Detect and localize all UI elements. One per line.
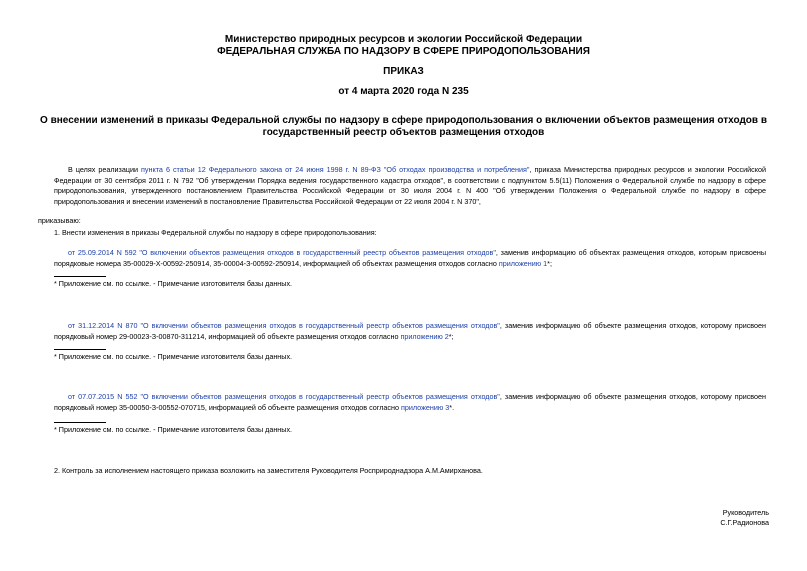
law-link[interactable]: пункта 6 статьи 12 Федерального закона от 24 июня 1998 г. N 89-ФЗ "Об отходах производства и потребления": [141, 165, 530, 174]
amendment-3: [54, 392, 766, 413]
ministry-name: Министерство природных ресурсов и экологии Российской Федерации: [224, 34, 583, 45]
appendix-3-link[interactable]: приложению 3: [400, 402, 450, 412]
footnote-3: * Приложение см. по ссылке. - Примечание изготовителя базы данных.: [54, 425, 293, 434]
appendix-1-link[interactable]: приложению 1: [498, 258, 548, 268]
amendment-3-text: , заменив информацию об объекте размещения отходов, которому присвоен порядковый номер 35-00050-З-00552-070715, информацией об объекте размещения отходов согласно: [54, 392, 767, 412]
preamble-text-4: ,: [478, 196, 481, 206]
amendment-1-text: , заменив информацию об объектах размещения отходов, которым присвоены порядковые номера 35-00029-Х-00592-250914, 35-00004-З-00592-250914, информацией об объектах размещения отходов согласно: [54, 248, 767, 268]
doc-date-number: от 4 марта 2020 года N 235: [338, 86, 469, 97]
item-1: 1. Внести изменения в приказы Федеральной службы по надзору в сфере природопользования:: [54, 228, 377, 237]
appendix-2-link[interactable]: приложению 2: [400, 331, 449, 341]
signature-position: Руководитель: [722, 508, 769, 517]
footnote-rule: [54, 422, 106, 423]
footnote-1: * Приложение см. по ссылке. - Примечание изготовителя базы данных.: [54, 279, 293, 288]
service-name: ФЕДЕРАЛЬНАЯ СЛУЖБА ПО НАДЗОРУ В СФЕРЕ ПРИРОДОПОЛЬЗОВАНИЯ: [217, 46, 590, 57]
item-2: 2. Контроль за исполнением настоящего приказа возложить на заместителя Руководителя Росприроднадзора А.М.Амирханова.: [54, 466, 483, 475]
footnote-2: * Приложение см. по ссылке. - Примечание изготовителя базы данных.: [54, 352, 293, 361]
doc-title: О внесении изменений в приказы Федеральной службы по надзору в сфере природопользования о включении объектов размещения отходов в государственный реестр объектов размещения отходов: [40, 115, 767, 138]
order-870-link[interactable]: от 31.12.2014 N 870 "О включении объектов размещения отходов в государственный реестр объектов размещения отходов": [68, 321, 500, 330]
amendment-1-end: *;: [547, 258, 552, 268]
preamble-text-2: , приказа Министерства природных ресурсов и экологии Российской Федерации от 30 сентября 2011 г. N 792 "Об утверждении Порядка ведения государственного кадастра отходов": [54, 165, 766, 185]
order-word: приказываю:: [38, 216, 81, 225]
amendment-1: [54, 248, 766, 269]
order-552-link[interactable]: от 07.07.2015 N 552 "О включении объектов размещения отходов в государственный реестр объектов размещения отходов": [68, 392, 500, 401]
amendment-2-text: , заменив информацию об объекте размещения отходов, которому присвоен порядковый номер 29-00023-З-00870-311214, информацией об объекте размещения отходов согласно: [54, 321, 767, 341]
amendment-2-end: *;: [448, 331, 454, 341]
order-592-link[interactable]: от 25.09.2014 N 592 "О включении объектов размещения отходов в государственный реестр объектов размещения отходов": [68, 248, 496, 257]
preamble-text-1: В целях реализации: [68, 165, 142, 174]
amendment-2: [54, 321, 766, 342]
signature-name: С.Г.Радионова: [720, 518, 769, 527]
preamble-paragraph: [54, 165, 766, 207]
amendment-3-end: *.: [449, 402, 455, 412]
footnote-rule: [54, 349, 106, 350]
preamble-text-3: , в соответствии с подпунктом 5.5(11) Положения о Федеральной службе по надзору в сфере природопользования, утвержденного постановлением Правительства Российской Федерации от 30 июля 2004 г. N 400 "Об утверждении Положения о Федеральной службе по надзору в сфере природопользования и внесении изменений в постановление Правительства Российской Федерации от 22 июля 2004 г. N 370": [54, 175, 766, 206]
doc-type: ПРИКАЗ: [383, 66, 424, 77]
footnote-rule: [54, 276, 106, 277]
